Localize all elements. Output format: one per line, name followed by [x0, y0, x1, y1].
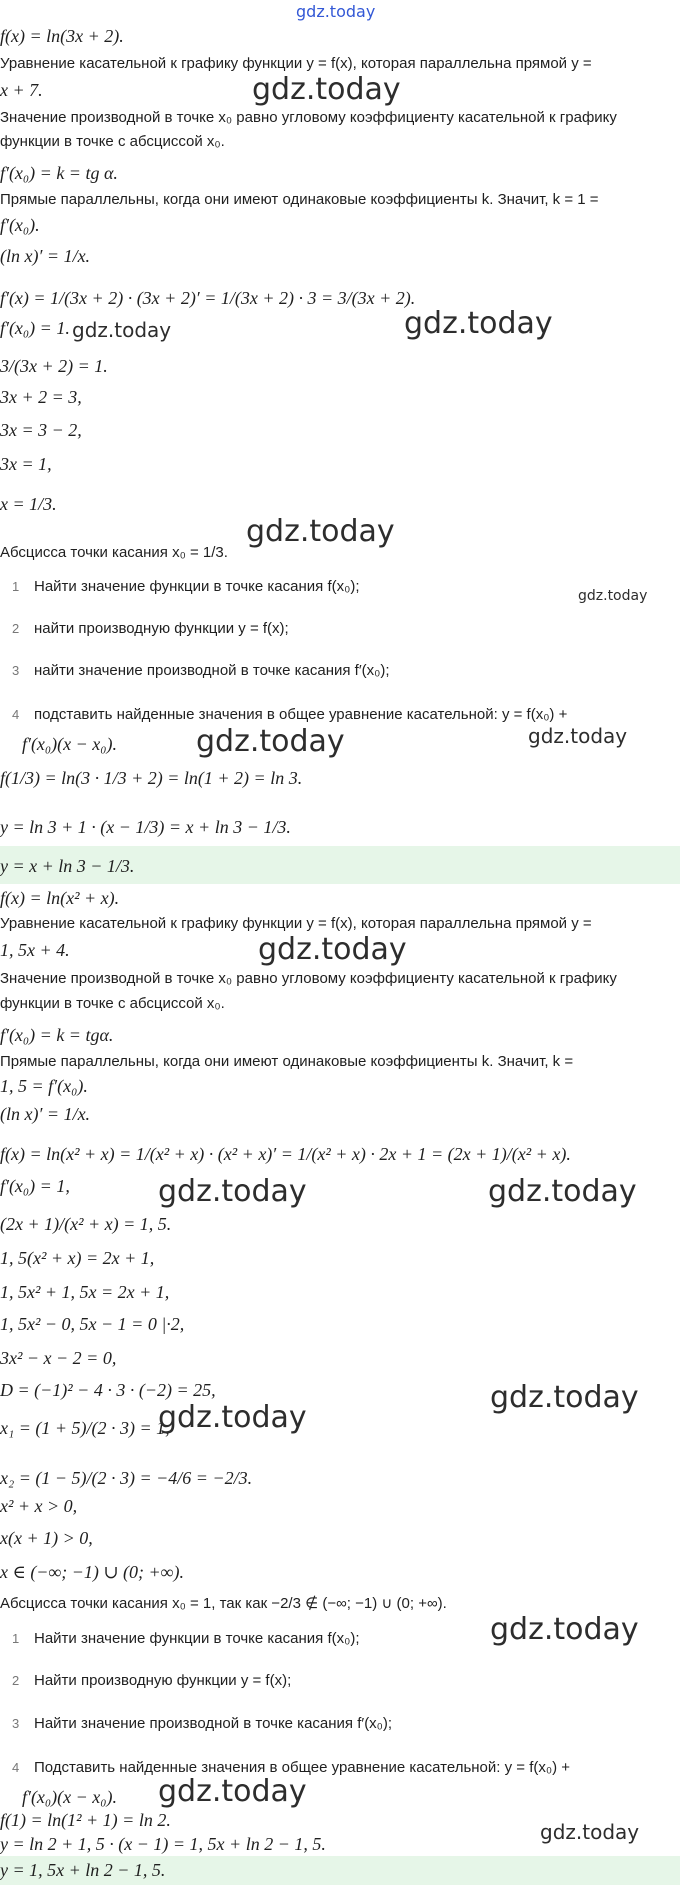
- p1-line-13: 3x = 3 − 2,: [0, 420, 82, 440]
- p1-step-2: 2 найти производную функции y = f(x);: [12, 620, 289, 637]
- p1-answer: y = x + ln 3 − 1/3.: [0, 856, 135, 876]
- p1-step-1-text: Найти значение функции в точке касания f(x₀);: [34, 578, 360, 595]
- p1-line-16: Абсцисса точки касания x₀ = 1/3.: [0, 544, 228, 561]
- p2-step-4-cont: f′(x₀)(x − x₀).: [22, 1787, 118, 1807]
- p1-after-1: y = ln 3 + 1 · (x − 1/3) = x + ln 3 − 1/3.: [0, 817, 291, 837]
- p2-line-22: Абсцисса точки касания x₀ = 1, так как −2/3 ∉ (−∞; −1) ∪ (0; +∞).: [0, 1595, 447, 1612]
- p1-step-4-text: подставить найденные значения в общее уравнение касательной: y = f(x₀) +: [34, 706, 568, 723]
- p2-line-2: 1, 5x + 4.: [0, 940, 70, 960]
- p2-step-1-text: Найти значение функции в точке касания f(x₀);: [34, 1630, 360, 1647]
- watermark: gdz.today: [404, 306, 553, 341]
- p2-answer: y = 1, 5x + ln 2 − 1, 5.: [0, 1860, 166, 1880]
- p2-line-1: Уравнение касательной к графику функции y = f(x), которая параллельна прямой y =: [0, 915, 592, 932]
- watermark: gdz.today: [488, 1174, 637, 1209]
- watermark: gdz.today: [158, 1774, 307, 1809]
- p2-line-9: f(x) = ln(x² + x) = 1/(x² + x) · (x² + x)′ = 1/(x² + x) · 2x + 1 = (2x + 1)/(x² + x).: [0, 1144, 571, 1164]
- p2-step-3: 3 Найти значение производной в точке касания f′(x₀);: [12, 1715, 393, 1732]
- p1-step-4-cont: f′(x₀)(x − x₀).: [22, 734, 118, 754]
- p1-step-4: 4 подставить найденные значения в общее уравнение касательной: y = f(x₀) +: [12, 706, 568, 723]
- watermark: gdz.today: [540, 1820, 640, 1844]
- p2-line-3: Значение производной в точке x₀ равно угловому коэффициенту касательной к графику: [0, 970, 617, 987]
- p2-line-14: 1, 5x² − 0, 5x − 1 = 0 |·2,: [0, 1314, 185, 1334]
- p1-line-1: Уравнение касательной к графику функции y = f(x), которая параллельна прямой y =: [0, 55, 592, 72]
- watermark: gdz.today: [490, 1380, 639, 1415]
- p2-line-17: x₁ = (1 + 5)/(2 · 3) = 1,: [0, 1418, 170, 1438]
- p2-line-15: 3x² − x − 2 = 0,: [0, 1348, 117, 1368]
- watermark: gdz.today: [158, 1174, 307, 1209]
- p1-line-3: Значение производной в точке x₀ равно угловому коэффициенту касательной к графику: [0, 109, 617, 126]
- p2-step-4: 4 Подставить найденные значения в общее уравнение касательной: y = f(x₀) +: [12, 1759, 571, 1776]
- p1-line-8: (ln x)′ = 1/x.: [0, 246, 91, 266]
- watermark: gdz.today: [196, 724, 345, 759]
- p2-line-21: x ∈ (−∞; −1) ∪ (0; +∞).: [0, 1562, 184, 1582]
- p2-step-2-text: Найти производную функции y = f(x);: [34, 1672, 292, 1689]
- p2-step-1: 1 Найти значение функции в точке касания f(x₀);: [12, 1630, 360, 1647]
- p1-step-3: 3 найти значение производной в точке касания f′(x₀);: [12, 662, 390, 679]
- watermark: gdz.today: [72, 318, 172, 342]
- p2-line-7: 1, 5 = f′(x₀).: [0, 1076, 88, 1096]
- p1-line-5: f′(x₀) = k = tg α.: [0, 163, 118, 183]
- p2-after-1: y = ln 2 + 1, 5 · (x − 1) = 1, 5x + ln 2 − 1, 5.: [0, 1834, 326, 1854]
- p2-step-2: 2 Найти производную функции y = f(x);: [12, 1672, 292, 1689]
- p2-line-20: x(x + 1) > 0,: [0, 1528, 93, 1548]
- p2-line-13: 1, 5x² + 1, 5x = 2x + 1,: [0, 1282, 170, 1302]
- p1-after-0: f(1/3) = ln(3 · 1/3 + 2) = ln(1 + 2) = ln 3.: [0, 768, 303, 788]
- p1-line-14: 3x = 1,: [0, 454, 52, 474]
- p1-line-0: f(x) = ln(3x + 2).: [0, 26, 124, 46]
- watermark-top: gdz.today: [296, 2, 376, 21]
- watermark: gdz.today: [258, 932, 407, 967]
- p1-line-15: x = 1/3.: [0, 494, 57, 514]
- p1-line-2: x + 7.: [0, 80, 43, 100]
- p1-line-10: f′(x₀) = 1.: [0, 318, 70, 338]
- p1-line-6: Прямые параллельны, когда они имеют одинаковые коэффициенты k. Значит, k = 1 =: [0, 191, 599, 208]
- watermark: gdz.today: [158, 1400, 307, 1435]
- watermark: gdz.today: [528, 724, 628, 748]
- p1-line-9: f′(x) = 1/(3x + 2) · (3x + 2)′ = 1/(3x + 2) · 3 = 3/(3x + 2).: [0, 288, 416, 308]
- p2-line-8: (ln x)′ = 1/x.: [0, 1104, 91, 1124]
- watermark: gdz.today: [578, 588, 648, 604]
- watermark: gdz.today: [246, 514, 395, 549]
- p1-line-7: f′(x₀).: [0, 215, 40, 235]
- p1-line-4: функции в точке с абсциссой x₀.: [0, 133, 225, 150]
- p2-line-16: D = (−1)² − 4 · 3 · (−2) = 25,: [0, 1380, 216, 1400]
- watermark: gdz.today: [252, 72, 401, 107]
- p1-step-1: 1 Найти значение функции в точке касания f(x₀);: [12, 578, 360, 595]
- p2-line-19: x² + x > 0,: [0, 1496, 78, 1516]
- p2-line-11: (2x + 1)/(x² + x) = 1, 5.: [0, 1214, 172, 1234]
- p1-step-3-text: найти значение производной в точке касания f′(x₀);: [34, 662, 390, 679]
- p2-line-4: функции в точке с абсциссой x₀.: [0, 995, 225, 1012]
- p2-step-4-text: Подставить найденные значения в общее уравнение касательной: y = f(x₀) +: [34, 1759, 571, 1776]
- p2-line-0: f(x) = ln(x² + x).: [0, 888, 120, 908]
- p1-line-12: 3x + 2 = 3,: [0, 387, 82, 407]
- p2-step-3-text: Найти значение производной в точке касания f′(x₀);: [34, 1715, 393, 1732]
- p2-after-0: f(1) = ln(1² + 1) = ln 2.: [0, 1810, 171, 1830]
- p1-line-11: 3/(3x + 2) = 1.: [0, 356, 108, 376]
- p2-line-10: f′(x₀) = 1,: [0, 1176, 70, 1196]
- watermark: gdz.today: [490, 1612, 639, 1647]
- p2-line-5: f′(x₀) = k = tgα.: [0, 1025, 114, 1045]
- p2-line-12: 1, 5(x² + x) = 2x + 1,: [0, 1248, 155, 1268]
- p1-step-2-text: найти производную функции y = f(x);: [34, 620, 289, 637]
- p2-line-18: x₂ = (1 − 5)/(2 · 3) = −4/6 = −2/3.: [0, 1468, 253, 1488]
- p2-line-6: Прямые параллельны, когда они имеют одинаковые коэффициенты k. Значит, k =: [0, 1053, 574, 1070]
